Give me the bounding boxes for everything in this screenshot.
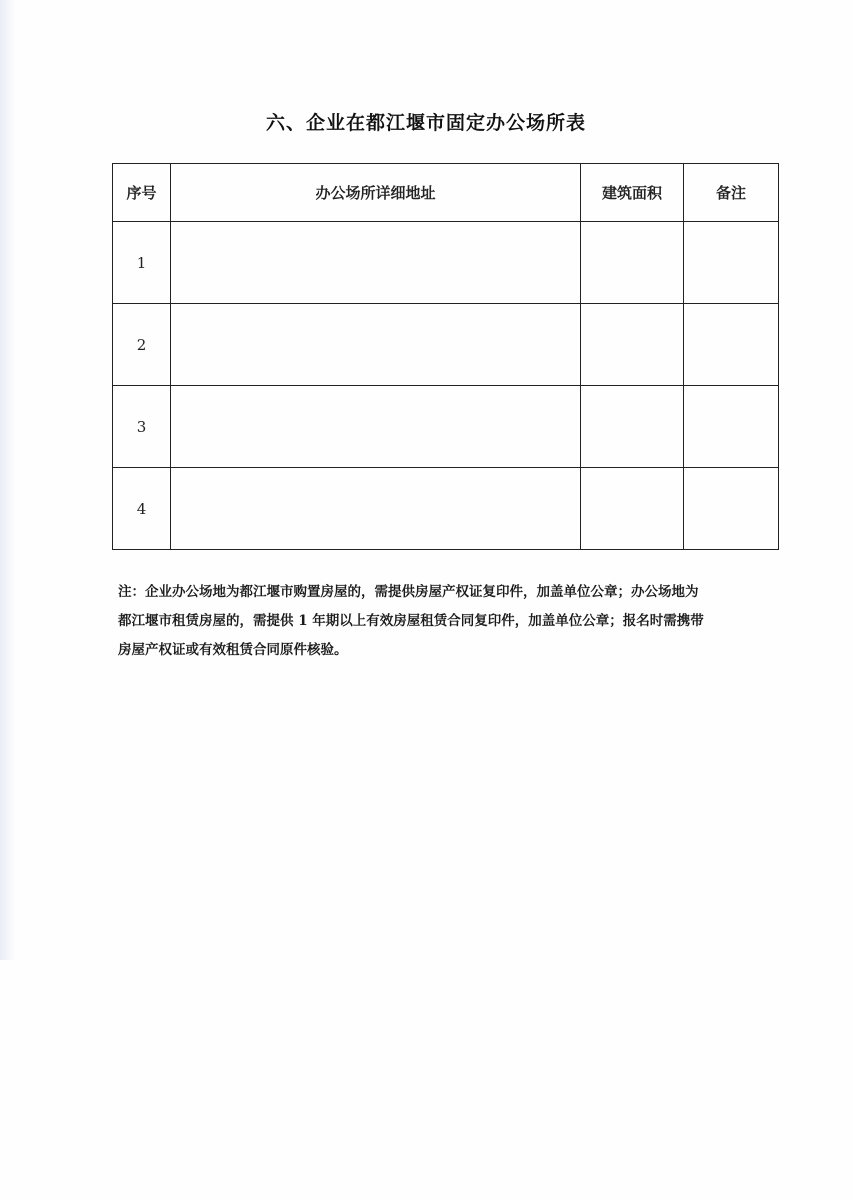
table-row (113, 386, 779, 468)
cell-address (171, 386, 581, 468)
header-seq: 序号 (113, 164, 171, 222)
table-row (113, 222, 779, 304)
header-address: 办公场所详细地址 (171, 164, 581, 222)
office-location-table (112, 163, 779, 550)
cell-address (171, 304, 581, 386)
footnote-line-1: 注：企业办公场地为都江堰市购置房屋的，需提供房屋产权证复印件，加盖单位公章；办公场地为 (118, 584, 699, 600)
footnote-line-3: 房屋产权证或有效租赁合同原件核验。 (118, 642, 348, 658)
footnote-line-2: 都江堰市租赁房屋的，需提供 1 年期以上有效房屋租赁合同复印件，加盖单位公章；报名时需携带 (118, 613, 704, 629)
page-title: 六、企业在都江堰市固定办公场所表 (265, 112, 586, 134)
scan-edge-shadow (0, 0, 16, 960)
cell-address (171, 222, 581, 304)
cell-note (684, 222, 779, 304)
cell-note (684, 386, 779, 468)
table-row (113, 468, 779, 550)
cell-area (581, 222, 684, 304)
header-area: 建筑面积 (581, 164, 684, 222)
footnote (118, 578, 786, 665)
cell-address (171, 468, 581, 550)
table-header-row (113, 164, 779, 222)
cell-area (581, 468, 684, 550)
cell-area (581, 386, 684, 468)
cell-seq: 2 (113, 304, 171, 386)
cell-area (581, 304, 684, 386)
cell-note (684, 468, 779, 550)
header-note: 备注 (684, 164, 779, 222)
cell-seq: 1 (113, 222, 171, 304)
cell-note (684, 304, 779, 386)
cell-seq: 4 (113, 468, 171, 550)
cell-seq: 3 (113, 386, 171, 468)
table-row (113, 304, 779, 386)
